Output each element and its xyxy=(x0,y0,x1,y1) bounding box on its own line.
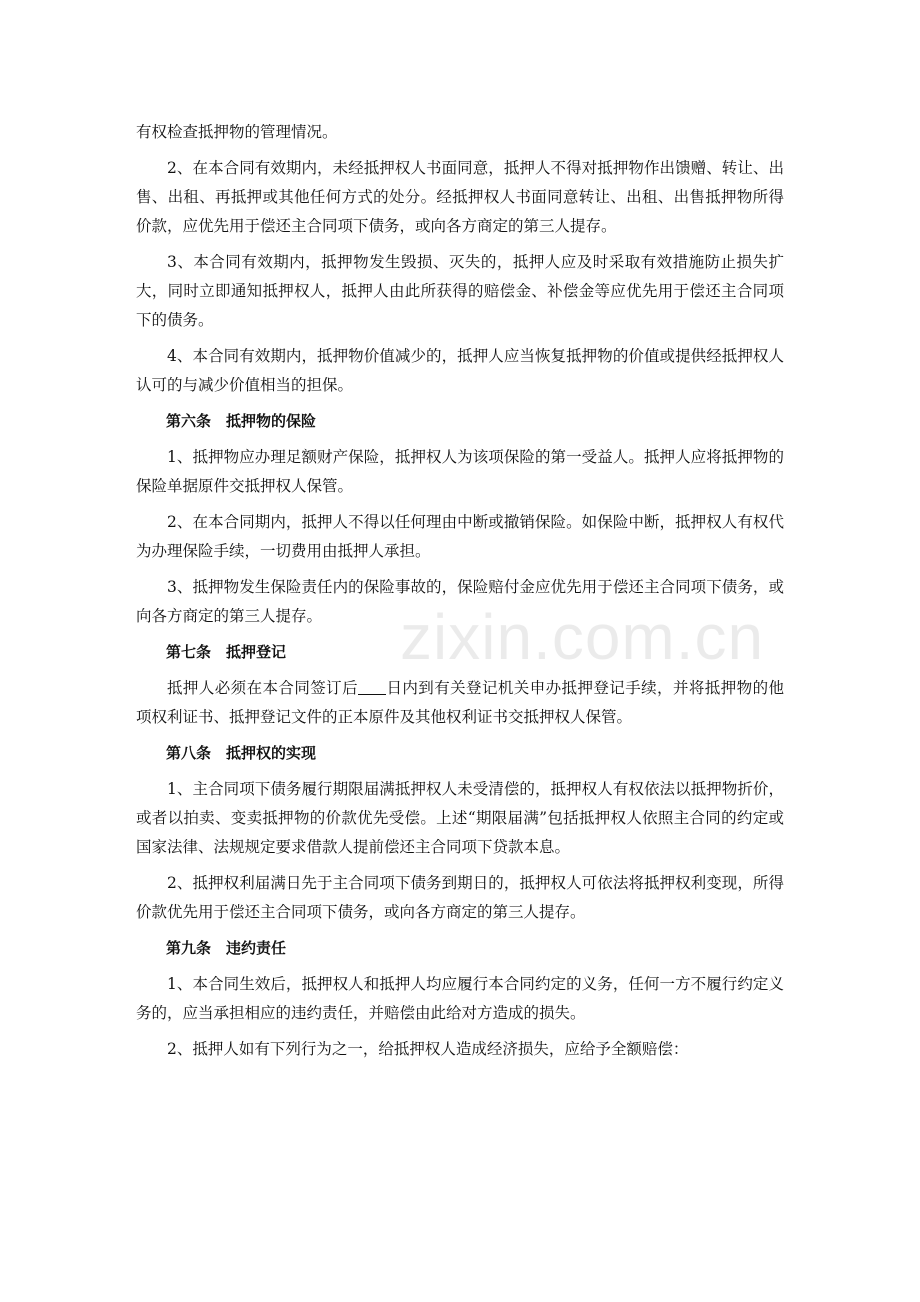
section-heading-9: 第九条 违约责任 xyxy=(166,939,287,957)
paragraph: 3、本合同有效期内，抵押物发生毁损、灭失的，抵押人应及时采取有效措施防止损失扩大，同时立即通知抵押权人，抵押人由此所获得的赔偿金、补偿金等应优先用于偿还主合同项下的债务。 xyxy=(136,253,784,329)
watermark: zixin.com.cn xyxy=(400,601,765,673)
fill-in-blank xyxy=(358,679,386,696)
paragraph-text: 抵押人必须在本合同签订后 xyxy=(167,679,359,697)
paragraph: 2、抵押权利届满日先于主合同项下债务到期日的，抵押权人可依法将抵押权利变现，所得价款优先用于偿还主合同项下债务，或向各方商定的第三人提存。 xyxy=(136,874,784,921)
paragraph: 1、抵押物应办理足额财产保险，抵押权人为该项保险的第一受益人。抵押人应将抵押物的保险单据原件交抵押权人保管。 xyxy=(136,448,784,495)
paragraph: 1、主合同项下债务履行期限届满抵押权人未受清偿的，抵押权人有权依法以抵押物折价，或者以拍卖、变卖抵押物的价款优先受偿。上述“期限届满”包括抵押权人依照主合同的约定或国家法律、法规规定要求借款人提前偿还主合同项下贷款本息。 xyxy=(136,780,784,856)
paragraph: 3、抵押物发生保险责任内的保险事故的，保险赔付金应优先用于偿还主合同项下债务，或向各方商定的第三人提存。 xyxy=(136,578,784,625)
section-heading-8: 第八条 抵押权的实现 xyxy=(166,744,317,762)
paragraph: 2、抵押人如有下列行为之一，给抵押权人造成经济损失，应给予全额赔偿： xyxy=(167,1040,689,1058)
paragraph: 2、在本合同有效期内，未经抵押权人书面同意，抵押人不得对抵押物作出馈赠、转让、出售、出租、再抵押或其他任何方式的处分。经抵押权人书面同意转让、出租、出售抵押物所得价款，应优先用于偿还主合同项下债务，或向各方商定的第三人提存。 xyxy=(136,159,784,235)
paragraph: 4、本合同有效期内，抵押物价值减少的，抵押人应当恢复抵押物的价值或提供经抵押权人认可的与减少价值相当的担保。 xyxy=(136,347,784,394)
paragraph: 2、在本合同期内，抵押人不得以任何理由中断或撤销保险。如保险中断，抵押权人有权代为办理保险手续，一切费用由抵押人承担。 xyxy=(136,513,784,560)
section-heading-7: 第七条 抵押登记 xyxy=(166,643,287,661)
section-heading-6: 第六条 抵押物的保险 xyxy=(166,412,317,430)
paragraph-text: 日内到有关登记机关申办抵押登记手续，并将抵押物的他项权利证书、抵押登记文件的正本原件及其他权利证书交抵押权人保管。 xyxy=(136,679,784,726)
paragraph: 1、本合同生效后，抵押权人和抵押人均应履行本合同约定的义务，任何一方不履行约定义务的，应当承担相应的违约责任，并赔偿由此给对方造成的损失。 xyxy=(136,975,784,1022)
paragraph: 有权检查抵押物的管理情况。 xyxy=(136,123,338,141)
paragraph xyxy=(136,674,784,732)
document-page xyxy=(136,118,784,1071)
